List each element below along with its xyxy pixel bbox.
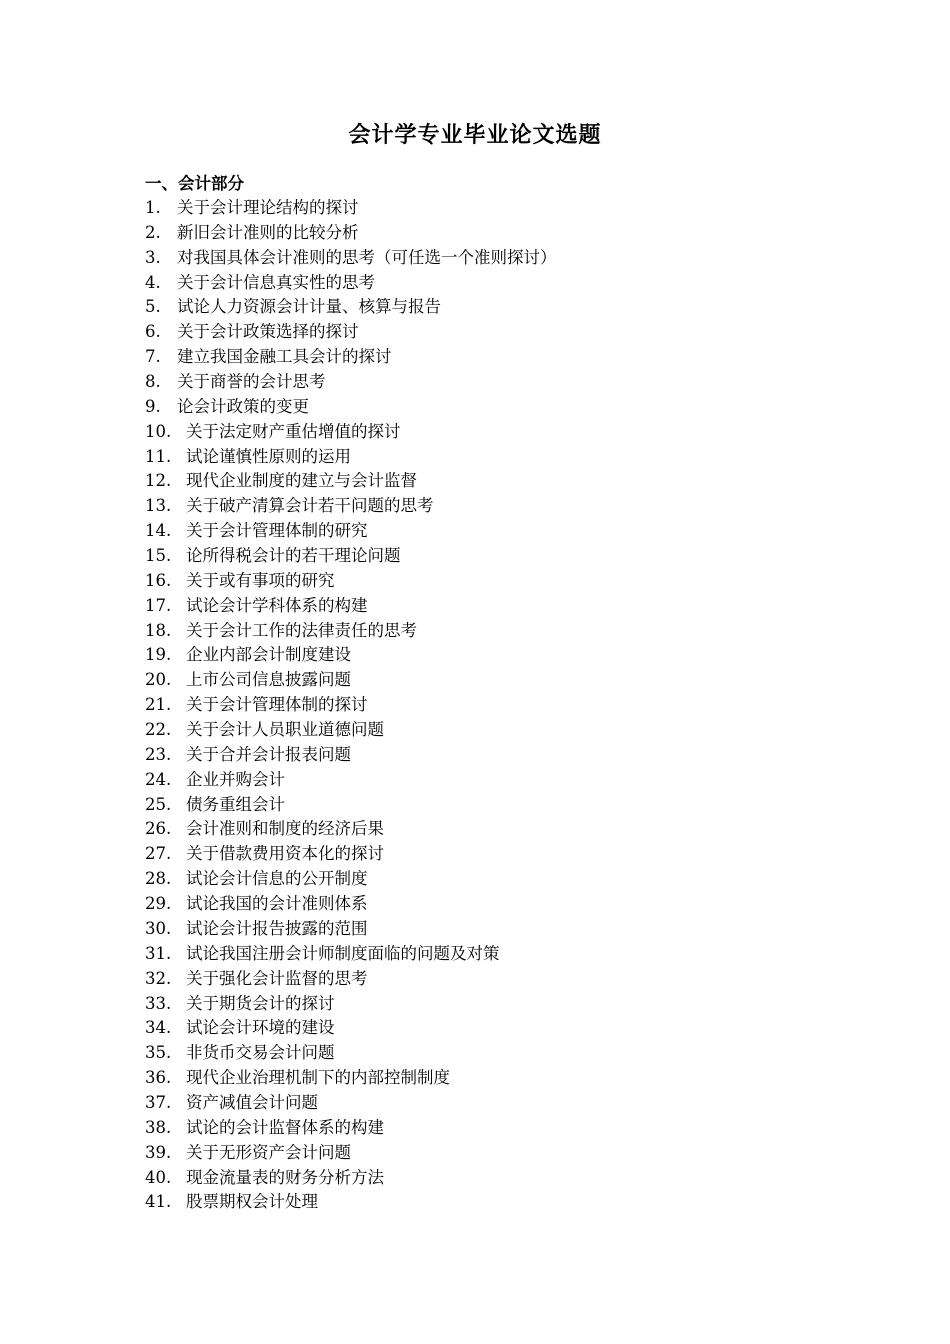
list-item: [145, 1091, 845, 1116]
list-item-text: 关于破产清算会计若干问题的思考: [186, 496, 434, 516]
list-item: [145, 867, 845, 892]
list-item-number: 26.: [145, 819, 172, 839]
list-item-number: 2.: [145, 222, 161, 242]
list-item: [145, 420, 845, 445]
list-item-number: 6.: [145, 322, 161, 342]
list-item: [145, 1116, 845, 1141]
list-item: [145, 817, 845, 842]
list-item-number: 12.: [145, 471, 172, 491]
list-item: [145, 619, 845, 644]
list-item-number: 32.: [145, 968, 172, 988]
list-item-text: 资产减值会计问题: [186, 1092, 318, 1112]
list-item-text: 关于无形资产会计问题: [186, 1142, 351, 1162]
list-item-number: 4.: [145, 272, 161, 292]
section-heading: 一、会计部分: [145, 174, 244, 193]
list-item: [145, 445, 845, 470]
list-item: [145, 1190, 845, 1215]
list-item-text: 关于会计工作的法律责任的思考: [186, 620, 417, 640]
list-item-text: 试论的会计监督体系的构建: [186, 1117, 384, 1137]
list-item-number: 16.: [145, 570, 172, 590]
list-item-number: 29.: [145, 894, 172, 914]
list-item-text: 现金流量表的财务分析方法: [186, 1167, 384, 1187]
list-item-number: 5.: [145, 297, 161, 317]
list-item-number: 22.: [145, 720, 172, 740]
topic-list: [145, 196, 845, 1215]
list-item: [145, 494, 845, 519]
list-item-text: 试论我国的会计准则体系: [186, 894, 368, 914]
list-item-text: 论会计政策的变更: [177, 396, 309, 416]
list-item-text: 上市公司信息披露问题: [186, 670, 351, 690]
list-item-text: 建立我国金融工具会计的探讨: [177, 347, 392, 367]
list-item-text: 关于合并会计报表问题: [186, 744, 351, 764]
list-item-number: 31.: [145, 943, 172, 963]
list-item: [145, 320, 845, 345]
list-item-text: 关于会计管理体制的探讨: [186, 695, 368, 715]
list-item-text: 试论人力资源会计计量、核算与报告: [177, 297, 441, 317]
list-item: [145, 1041, 845, 1066]
list-item-number: 37.: [145, 1092, 172, 1112]
list-item: [145, 1016, 845, 1041]
list-item-text: 关于法定财产重估增值的探讨: [186, 421, 401, 441]
list-item: [145, 992, 845, 1017]
list-item-number: 7.: [145, 347, 161, 367]
list-item-number: 18.: [145, 620, 172, 640]
list-item-text: 关于强化会计监督的思考: [186, 968, 368, 988]
list-item-number: 27.: [145, 844, 172, 864]
list-item: [145, 917, 845, 942]
list-item-number: 19.: [145, 645, 172, 665]
list-item: [145, 569, 845, 594]
list-item: [145, 271, 845, 296]
list-item: [145, 1166, 845, 1191]
list-item: [145, 892, 845, 917]
list-item: [145, 594, 845, 619]
list-item-number: 1.: [145, 198, 161, 217]
list-item: [145, 395, 845, 420]
list-item-text: 试论会计学科体系的构建: [186, 595, 368, 615]
list-item-text: 对我国具体会计准则的思考（可任选一个准则探讨）: [177, 247, 557, 267]
list-item: [145, 544, 845, 569]
document-title: 会计学专业毕业论文选题: [348, 123, 602, 148]
list-item-text: 试论会计报告披露的范围: [186, 918, 368, 938]
list-item-text: 关于会计人员职业道德问题: [186, 720, 384, 740]
list-item-text: 会计准则和制度的经济后果: [186, 819, 384, 839]
list-item-text: 论所得税会计的若干理论问题: [186, 546, 401, 566]
list-item-number: 35.: [145, 1043, 172, 1063]
list-item: [145, 643, 845, 668]
list-item-number: 34.: [145, 1018, 172, 1038]
list-item: [145, 718, 845, 743]
list-item-text: 债务重组会计: [186, 794, 285, 814]
list-item-number: 3.: [145, 247, 161, 267]
list-item-number: 15.: [145, 546, 172, 566]
list-item-text: 企业内部会计制度建设: [186, 645, 351, 665]
list-item-text: 关于会计信息真实性的思考: [177, 272, 375, 292]
list-item: [145, 743, 845, 768]
list-item: [145, 246, 845, 271]
list-item: [145, 345, 845, 370]
list-item: [145, 967, 845, 992]
list-item: [145, 1066, 845, 1091]
list-item: [145, 1141, 845, 1166]
list-item: [145, 370, 845, 395]
list-item-text: 试论会计信息的公开制度: [186, 869, 368, 889]
list-item: [145, 842, 845, 867]
list-item-text: 股票期权会计处理: [186, 1192, 318, 1212]
list-item-number: 38.: [145, 1117, 172, 1137]
list-item-number: 24.: [145, 769, 172, 789]
list-item-text: 新旧会计准则的比较分析: [177, 222, 359, 242]
list-item: [145, 196, 845, 221]
list-item-text: 关于会计政策选择的探讨: [177, 322, 359, 342]
list-item-number: 13.: [145, 496, 172, 516]
list-item-number: 30.: [145, 918, 172, 938]
list-item-number: 21.: [145, 695, 172, 715]
list-item: [145, 469, 845, 494]
list-item-number: 20.: [145, 670, 172, 690]
list-item-number: 25.: [145, 794, 172, 814]
list-item-number: 9.: [145, 396, 161, 416]
list-item: [145, 942, 845, 967]
list-item-text: 企业并购会计: [186, 769, 285, 789]
list-item-number: 14.: [145, 521, 172, 541]
list-item-number: 40.: [145, 1167, 172, 1187]
list-item-text: 试论会计环境的建设: [186, 1018, 335, 1038]
list-item-number: 17.: [145, 595, 172, 615]
list-item-number: 11.: [145, 446, 172, 466]
list-item-number: 33.: [145, 993, 172, 1013]
list-item-number: 28.: [145, 869, 172, 889]
list-item-text: 关于期货会计的探讨: [186, 993, 335, 1013]
list-item: [145, 793, 845, 818]
list-item: [145, 295, 845, 320]
list-item-number: 41.: [145, 1192, 172, 1212]
list-item-text: 关于商誉的会计思考: [177, 372, 326, 392]
list-item-text: 非货币交易会计问题: [186, 1043, 335, 1063]
list-item-number: 39.: [145, 1142, 172, 1162]
list-item: [145, 221, 845, 246]
list-item-number: 36.: [145, 1068, 172, 1088]
list-item: [145, 768, 845, 793]
list-item-number: 8.: [145, 372, 161, 392]
list-item-text: 现代企业制度的建立与会计监督: [186, 471, 417, 491]
list-item-text: 关于或有事项的研究: [186, 570, 335, 590]
list-item-number: 10.: [145, 421, 172, 441]
list-item-text: 关于借款费用资本化的探讨: [186, 844, 384, 864]
list-item-text: 现代企业治理机制下的内部控制制度: [186, 1068, 450, 1088]
list-item: [145, 519, 845, 544]
list-item-number: 23.: [145, 744, 172, 764]
list-item: [145, 668, 845, 693]
list-item-text: 试论谨慎性原则的运用: [186, 446, 351, 466]
list-item: [145, 693, 845, 718]
list-item-text: 试论我国注册会计师制度面临的问题及对策: [186, 943, 500, 963]
list-item-text: 关于会计理论结构的探讨: [177, 198, 359, 217]
list-item-text: 关于会计管理体制的研究: [186, 521, 368, 541]
